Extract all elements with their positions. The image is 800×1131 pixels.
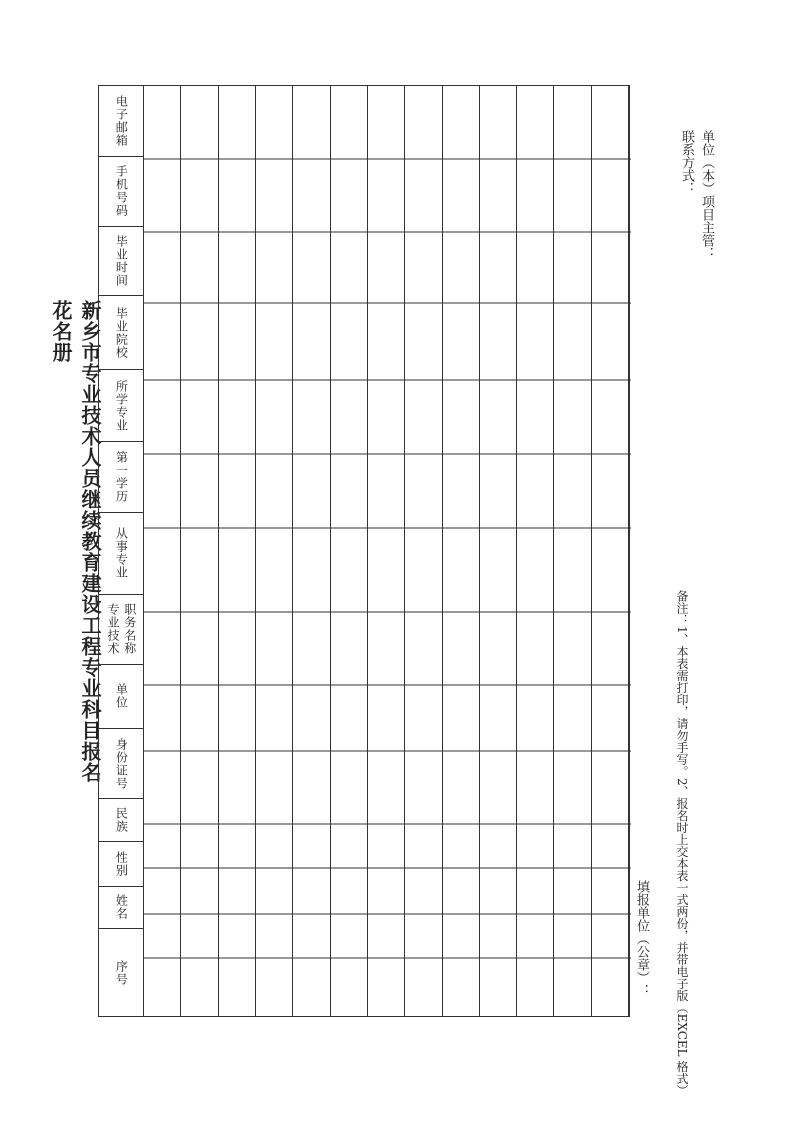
contact-block <box>676 130 716 280</box>
page-title: 新乡市专业技术人员继续教育建设工程专业科目报名花名册 <box>49 300 102 783</box>
column-header <box>99 227 143 296</box>
column-header-label: 毕业院校 <box>114 306 129 359</box>
table-row[interactable] <box>256 86 293 1016</box>
column-header-label: 电子邮箱 <box>114 94 129 147</box>
column-header-label: 第一学历 <box>114 451 129 504</box>
column-header-label: 职务名称 <box>122 603 137 656</box>
column-header-label: 序号 <box>114 959 129 986</box>
note-line-2: 2、报名时上交本表一式两份，并带电子版（EXCEL 格式） <box>675 777 689 1097</box>
column-header <box>99 665 143 729</box>
table-row[interactable] <box>554 86 591 1016</box>
column-header-label: 姓名 <box>114 894 129 921</box>
table-row[interactable] <box>480 86 517 1016</box>
table-row[interactable] <box>293 86 330 1016</box>
column-header-label: 身份证号 <box>114 737 129 790</box>
column-header <box>99 842 143 886</box>
column-header-label: 手机号码 <box>114 165 129 218</box>
table-row[interactable] <box>368 86 405 1016</box>
column-header <box>99 729 143 800</box>
submitting-unit-label: 填报单位（公章）： <box>634 880 649 997</box>
table-row[interactable] <box>592 86 629 1016</box>
column-header <box>99 929 143 1016</box>
column-header-label: 专业技术 <box>106 603 120 656</box>
column-header <box>99 86 143 157</box>
contact-method-label: 联系方式： <box>679 130 694 195</box>
column-header <box>99 157 143 228</box>
column-header-label: 所学专业 <box>114 379 129 432</box>
table-row[interactable] <box>331 86 368 1016</box>
table-row[interactable] <box>219 86 256 1016</box>
note-line-1: 备注：1、本表需打印，请勿手写。 <box>675 590 689 778</box>
table-row[interactable] <box>405 86 442 1016</box>
column-header-label: 性别 <box>114 850 129 877</box>
table-row[interactable] <box>181 86 218 1016</box>
column-header-label: 毕业时间 <box>114 234 129 287</box>
column-header <box>99 442 143 514</box>
notes-block <box>672 590 724 1097</box>
column-header-label: 单位 <box>114 683 129 710</box>
column-header-label: 民族 <box>114 807 129 834</box>
registration-table <box>98 85 630 1017</box>
column-header-label: 从事专业 <box>114 527 129 580</box>
column-header <box>99 296 143 370</box>
column-header <box>99 799 143 842</box>
table-row[interactable] <box>517 86 554 1016</box>
column-header <box>99 887 143 930</box>
column-header <box>99 513 143 594</box>
column-header <box>99 370 143 442</box>
table-row[interactable] <box>443 86 480 1016</box>
project-supervisor-label: 单位（本）项目主管： <box>699 130 714 260</box>
table-row[interactable] <box>144 86 181 1016</box>
column-header <box>99 595 143 666</box>
table-header-column <box>99 86 144 1016</box>
